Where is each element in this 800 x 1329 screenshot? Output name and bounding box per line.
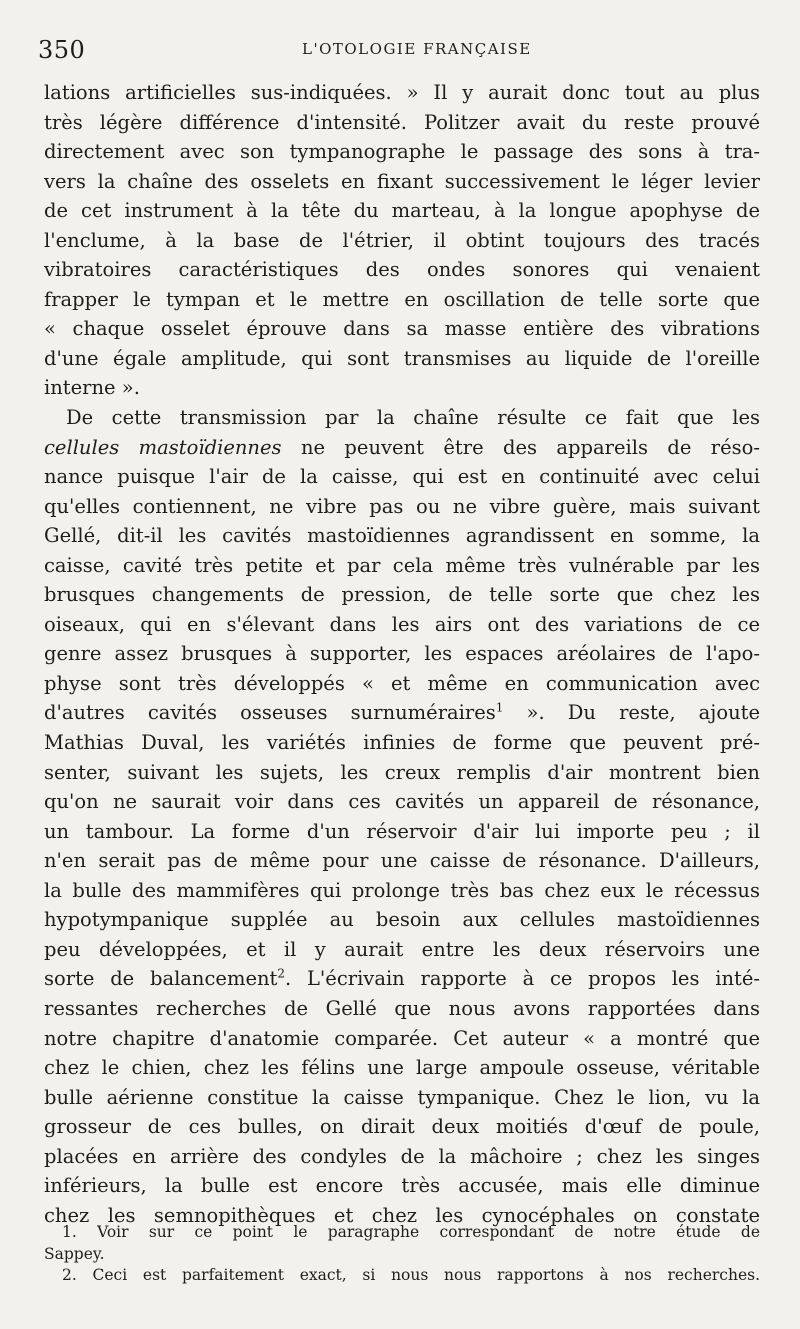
page-number: 350 [38,36,86,64]
text-line: ressantes recherches de Gellé que nous avons rapportées dans [44,996,760,1020]
text-line: vers la chaîne des osselets en fixant successivement le léger levier [44,169,760,193]
text-line: oiseaux, qui en s'élevant dans les airs ont des variations de ce [44,612,760,636]
text-line: qu'elles contiennent, ne vibre pas ou ne vibre guère, mais suivant [44,494,760,518]
body-text [44,78,760,1230]
text-line: directement avec son tympanographe le passage des sons à tra- [44,140,760,164]
text-line: très légère différence d'intensité. Politzer avait du reste prouvé [44,110,760,134]
text-line: vibratoires caractéristiques des ondes sonores qui venaient [44,258,760,282]
footnote-2: 2. Ceci est parfaitement exact, si nous nous rapportons à nos recherches. [62,1266,760,1284]
text-fragment: . L'écrivain rapporte à ce propos les inté- [285,967,760,991]
text-line: la bulle des mammifères qui prolonge très bas chez eux le récessus [44,878,760,902]
text-line: grosseur de ces bulles, on dirait deux moitiés d'œuf de poule, [44,1115,760,1139]
text-line-with-footnote-ref [44,698,760,728]
paragraph-start-line: De cette transmission par la chaîne résulte ce fait que les [66,406,760,430]
footnote-1: 1. Voir sur ce point le paragraphe correspondant de notre étude de [62,1223,760,1241]
text-line: d'une égale amplitude, qui sont transmises au liquide de l'oreille [44,346,760,370]
text-line: de cet instrument à la tête du marteau, à la longue apophyse de [44,199,760,223]
text-line: l'enclume, à la base de l'étrier, il obtint toujours des tracés [44,228,760,252]
text-line: hypotympanique supplée au besoin aux cellules mastoïdiennes [44,908,760,932]
text-line: brusques changements de pression, de telle sorte que chez les [44,583,760,607]
text-fragment: ne peuvent être des appareils de réso- [281,435,760,459]
text-line: frapper le tympan et le mettre en oscillation de telle sorte que [44,287,760,311]
text-line: qu'on ne saurait voir dans ces cavités un appareil de résonance, [44,790,760,814]
text-line: lations artificielles sus-indiquées. » Il y aurait donc tout au plus [44,81,760,104]
text-line: inférieurs, la bulle est encore très accusée, mais elle diminue [44,1174,760,1198]
text-line: Mathias Duval, les variétés infinies de forme que peuvent pré- [44,731,760,755]
paragraph-end-line: interne ». [44,376,140,400]
text-line: bulle aérienne constitue la caisse tympanique. Chez le lion, vu la [44,1085,760,1109]
text-line: Gellé, dit-il les cavités mastoïdiennes agrandissent en somme, la [44,524,760,548]
text-line: genre assez brusques à supporter, les espaces aréolaires de l'apo- [44,642,760,666]
text-line: nance puisque l'air de la caisse, qui est en continuité avec celui [44,465,760,489]
text-line: n'en serait pas de même pour une caisse de résonance. D'ailleurs, [44,849,760,873]
text-line: un tambour. La forme d'un réservoir d'air lui importe peu ; il [44,819,760,843]
footnote-reference: 2 [277,966,286,981]
text-fragment: d'autres cavités osseuses surnuméraires [44,701,496,725]
text-line: senter, suivant les sujets, les creux remplis d'air montrent bien [44,760,760,784]
page-header [38,36,762,66]
footnotes [44,1222,760,1287]
text-line: caisse, cavité très petite et par cela même très vulnérable par les [44,553,760,577]
text-line: placées en arrière des condyles de la mâchoire ; chez les singes [44,1144,760,1168]
text-line-with-footnote-ref [44,964,760,994]
text-line: chez le chien, chez les félins une large ampoule osseuse, véritable [44,1056,760,1080]
text-line-with-italic [44,433,760,463]
text-line: notre chapitre d'anatomie comparée. Cet auteur « a montré que [44,1026,760,1050]
text-line: peu développées, et il y aurait entre les deux réservoirs une [44,937,760,961]
text-line: physe sont très développés « et même en communication avec [44,671,760,695]
running-title: L'OTOLOGIE FRANÇAISE [302,40,532,58]
footnote-1-continuation: Sappey. [44,1244,105,1263]
italic-term: cellules mastoïdiennes [44,435,282,459]
text-line: chez les semnopithèques et chez les cynocéphales on constate [44,1203,760,1227]
footnote-reference: 1 [495,700,504,715]
text-fragment: sorte de balancement [44,967,278,991]
text-fragment: ». Du reste, ajoute [503,701,760,725]
text-line: « chaque osselet éprouve dans sa masse entière des vibrations [44,317,760,341]
